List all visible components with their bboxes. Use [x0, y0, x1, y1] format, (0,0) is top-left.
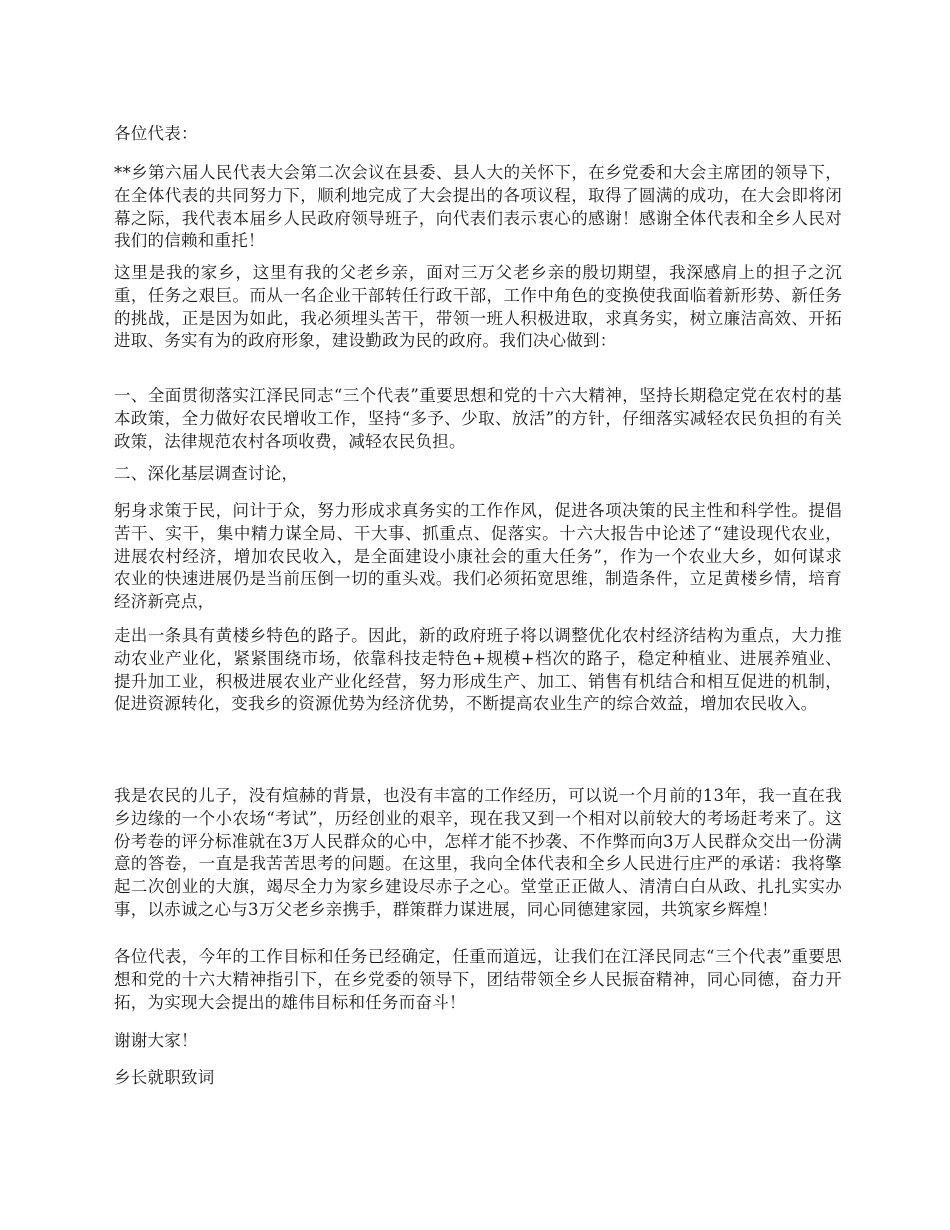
document-page [114, 0, 842, 1230]
paragraph-closing: 各位代表，今年的工作目标和任务已经确定，任重而道远，让我们在江泽民同志“三个代表”重要思想和党的十六大精神指引下，在乡党委的领导下，团结带领全乡人民振奋精神，同心同德，奋力开拓，为实现大会提出的雄伟目标和任务而奋斗！ [114, 947, 842, 1012]
paragraph-commitment: 我是农民的儿子，没有煊赫的背景，也没有丰富的工作经历，可以说一个月前的13年，我一直在我乡边缘的一个小农场“考试”，历经创业的艰辛，现在我又到一个相对以前较大的考场赶考来了。这份考卷的评分标准就在3万人民群众的心中，怎样才能不抄袭、不作弊而向3万人民群众交出一份满意的答卷，一直是我苦苦思考的问题。在这里，我向全体代表和全乡人民进行庄严的承诺：我将擎起二次创业的大旗，竭尽全力为家乡建设尽赤子之心。堂堂正正做人、清清白白从政、扎扎实实办事，以赤诚之心与3万父老乡亲携手，群策群力谋进展，同心同德建家园，共筑家乡辉煌！ [114, 786, 842, 919]
document-title-footer: 乡长就职致词 [114, 1068, 215, 1087]
paragraph-hometown: 这里是我的家乡，这里有我的父老乡亲，面对三万父老乡亲的殷切期望，我深感肩上的担子之沉重，任务之艰巨。而从一名企业干部转任行政干部，工作中角色的变换使我面临着新形势、新任务的挑战，正是因为如此，我必须埋头苦干，带领一班人积极进取，求真务实，树立廉洁高效、开拓进取、务实有为的政府形象，建设勤政为民的政府。我们决心做到： [114, 263, 842, 351]
paragraph-thanks: 谢谢大家！ [114, 1031, 198, 1050]
paragraph-point-one: 一、全面贯彻落实江泽民同志“三个代表”重要思想和党的十六大精神，坚持长期稳定党在农村的基本政策，全力做好农民增收工作，坚持“多予、少取、放活”的方针，仔细落实减轻农民负担的有关政策，法律规范农村各项收费，减轻农民负担。 [114, 386, 842, 451]
paragraph-point-two-body: 躬身求策于民，问计于众，努力形成求真务实的工作作风，促进各项决策的民主性和科学性。提倡苦干、实干，集中精力谋全局、干大事、抓重点、促落实。十六大报告中论述了“建设现代农业，进展农村经济，增加农民收入，是全面建设小康社会的重大任务”，作为一个农业大乡，如何谋求农业的快速进展仍是当前压倒一切的重头戏。我们必须拓宽思维，制造条件，立足黄楼乡情，培育经济新亮点， [114, 501, 842, 612]
salutation: 各位代表： [114, 124, 198, 143]
paragraph-development-path: 走出一条具有黄楼乡特色的路子。因此，新的政府班子将以调整优化农村经济结构为重点，大力推动农业产业化，紧紧围绕市场，依靠科技走特色+规模+档次的路子，稳定种植业、进展养殖业、提升加工业，积极进展农业产业化经营，努力形成生产、加工、销售有机结合和相互促进的机制，促进资源转化，变我乡的资源优势为经济优势，不断提高农业生产的综合效益，增加农民收入。 [114, 626, 842, 714]
paragraph-point-two-heading: 二、深化基层调查讨论， [114, 464, 299, 483]
paragraph-opening: **乡第六届人民代表大会第二次会议在县委、县人大的关怀下，在乡党委和大会主席团的领导下，在全体代表的共同努力下，顺利地完成了大会提出的各项议程，取得了圆满的成功，在大会即将闭幕之际，我代表本届乡人民政府领导班子，向代表们表示衷心的感谢！感谢全体代表和全乡人民对我们的信赖和重托！ [114, 163, 842, 251]
